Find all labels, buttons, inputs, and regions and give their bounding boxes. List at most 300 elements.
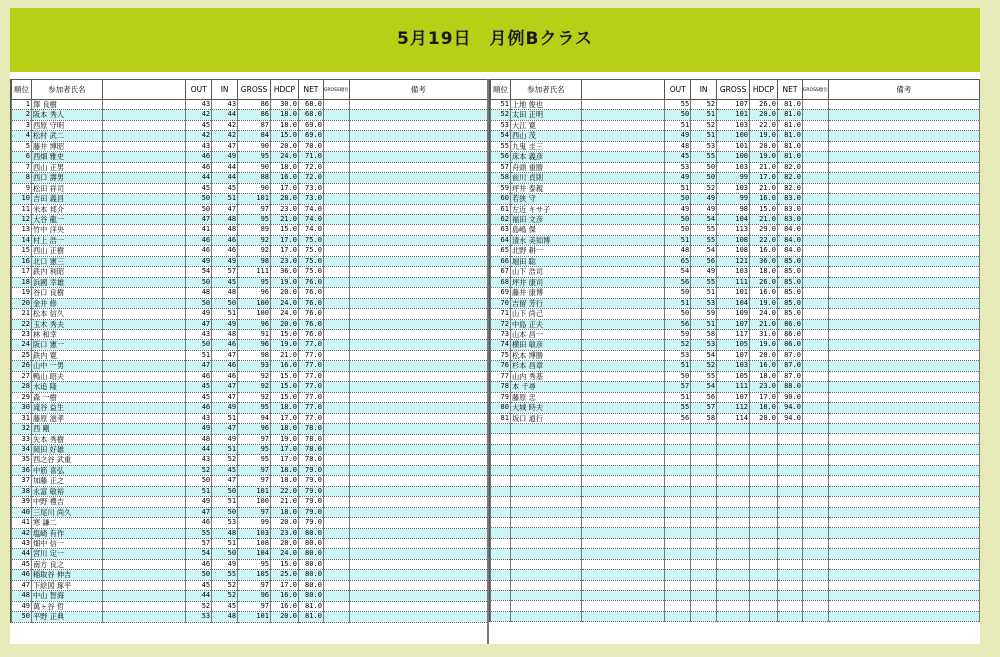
cell-note [828,549,979,559]
cell-note [828,319,979,329]
cell-net: 81.0 [298,601,323,611]
cell-gross [717,591,750,601]
table-row [12,486,488,496]
cell-gross [717,455,750,465]
cell-name: 寒 謙二 [31,518,102,528]
cell-in: 55 [691,225,717,235]
cell-name: 山下 浩司 [510,267,581,277]
cell-net [777,517,802,527]
cell-gross-rank [802,403,828,413]
cell-in: 56 [691,256,717,266]
cell-net: 79.0 [298,497,323,507]
cell-in: 53 [691,298,717,308]
cell-gross: 101 [238,486,271,496]
header-out: OUT [665,80,691,100]
cell-blank [581,601,664,611]
cell-gross-rank [323,382,349,392]
cell-gross-rank [323,361,349,371]
cell-hdcp: 23.0 [271,204,299,214]
cell-gross-rank [802,183,828,193]
cell-out: 41 [186,225,212,235]
cell-hdcp: 21.0 [750,183,778,193]
cell-out: 49 [186,256,212,266]
table-row [12,235,488,245]
table-row [12,580,488,590]
cell-out: 47 [186,214,212,224]
cell-out: 45 [186,183,212,193]
cell-gross-rank [323,612,349,622]
cell-in [691,424,717,434]
cell-gross: 90 [238,162,271,172]
table-row [12,329,488,339]
cell-in: 49 [212,319,238,329]
cell-out: 50 [665,214,691,224]
cell-blank [102,256,185,266]
header-gross-rank: GROSS順位 [802,80,828,100]
cell-name [510,559,581,569]
cell-gross [717,444,750,454]
cell-rank: 59 [491,183,511,193]
cell-note [349,424,487,434]
table-row [12,277,488,287]
cell-hdcp: 24.0 [271,309,299,319]
cell-note [349,507,487,517]
cell-gross-rank [323,497,349,507]
cell-gross-rank [802,298,828,308]
cell-gross: 95 [238,444,271,454]
cell-hdcp: 23.0 [271,256,299,266]
cell-note [828,152,979,162]
cell-blank [581,100,664,110]
cell-gross: 101 [717,110,750,120]
table-row [491,319,980,329]
cell-gross-rank [802,413,828,423]
cell-in: 46 [212,371,238,381]
cell-blank [102,528,185,538]
cell-net: 80.0 [298,570,323,580]
cell-in: 55 [212,570,238,580]
cell-name: 舟頭 重勝 [510,162,581,172]
cell-blank [102,403,185,413]
cell-in: 55 [691,152,717,162]
cell-blank [581,131,664,141]
cell-out: 46 [186,235,212,245]
cell-out: 52 [665,340,691,350]
cell-name: 村上 浩一 [31,235,102,245]
cell-name: 阪本 秀人 [31,110,102,120]
cell-rank: 32 [12,424,32,434]
cell-hdcp: 16.0 [750,246,778,256]
cell-name: 中野 禮吉 [31,497,102,507]
cell-net: 79.0 [298,465,323,475]
cell-out: 54 [665,267,691,277]
cell-in: 45 [212,277,238,287]
cell-name [510,424,581,434]
cell-rank: 76 [491,361,511,371]
cell-rank: 65 [491,246,511,256]
cell-note [828,517,979,527]
cell-out: 43 [186,413,212,423]
cell-note [828,611,979,621]
cell-rank: 4 [12,131,32,141]
cell-in: 51 [691,110,717,120]
cell-in: 55 [691,235,717,245]
cell-net: 77.0 [298,350,323,360]
header-name: 参加者氏名 [31,80,102,100]
title-banner [10,8,980,72]
cell-rank: 50 [12,612,32,622]
cell-in: 53 [212,518,238,528]
table-row [12,570,488,580]
cell-name: 浜國 幸雄 [31,277,102,287]
cell-hdcp: 17.0 [271,444,299,454]
cell-gross: 121 [717,256,750,266]
cell-in: 49 [212,256,238,266]
cell-hdcp [750,444,778,454]
cell-hdcp: 20.0 [271,319,299,329]
cell-hdcp: 18.0 [271,162,299,172]
cell-note [828,580,979,590]
cell-out: 43 [186,455,212,465]
cell-note [828,141,979,151]
cell-name: 左近 キサ子 [510,204,581,214]
cell-gross-rank [802,570,828,580]
cell-note [349,162,487,172]
cell-note [828,424,979,434]
cell-note [828,162,979,172]
cell-gross-rank [323,455,349,465]
cell-hdcp: 18.0 [271,120,299,130]
cell-blank [102,539,185,549]
cell-hdcp: 24.0 [271,298,299,308]
cell-name: 加藤 正之 [31,476,102,486]
cell-blank [581,340,664,350]
cell-blank [581,173,664,183]
cell-out: 46 [186,246,212,256]
cell-note [828,382,979,392]
cell-net: 81.0 [777,120,802,130]
cell-hdcp: 23.0 [271,528,299,538]
cell-rank: 53 [491,120,511,130]
cell-gross-rank [802,100,828,110]
cell-note [828,497,979,507]
cell-net: 76.0 [298,277,323,287]
cell-net [777,434,802,444]
cell-in: 59 [691,309,717,319]
cell-in: 51 [212,539,238,549]
cell-net: 79.0 [298,486,323,496]
cell-gross-rank [323,570,349,580]
cell-out: 47 [186,507,212,517]
cell-out: 50 [186,340,212,350]
cell-out: 46 [186,403,212,413]
cell-out: 44 [186,591,212,601]
cell-gross-rank [802,559,828,569]
cell-name: 北口 憲三 [31,256,102,266]
table-row [12,601,488,611]
cell-in: 47 [212,424,238,434]
cell-in [691,528,717,538]
cell-gross: 95 [238,214,271,224]
cell-hdcp [750,549,778,559]
table-row [491,141,980,151]
cell-rank: 6 [12,152,32,162]
cell-rank [491,465,511,475]
cell-in: 47 [212,476,238,486]
cell-name [510,549,581,559]
cell-gross-rank [802,319,828,329]
table-row [12,424,488,434]
cell-name [510,570,581,580]
cell-gross-rank [323,214,349,224]
cell-hdcp: 26.0 [750,277,778,287]
table-row [491,444,980,454]
cell-rank: 52 [491,110,511,120]
cell-note [828,507,979,517]
cell-out: 44 [186,444,212,454]
cell-rank: 80 [491,403,511,413]
cell-blank [102,319,185,329]
cell-out: 52 [186,601,212,611]
cell-note [349,214,487,224]
table-row [491,340,980,350]
cell-gross-rank [802,267,828,277]
cell-hdcp [750,611,778,621]
cell-in [691,444,717,454]
cell-rank: 45 [12,559,32,569]
cell-gross [717,601,750,611]
cell-hdcp: 17.0 [271,235,299,245]
cell-hdcp: 16.0 [271,601,299,611]
table-row [491,162,980,172]
cell-net: 90.0 [777,392,802,402]
cell-rank: 25 [12,350,32,360]
table-row [491,225,980,235]
cell-net: 81.0 [777,100,802,110]
table-row [12,225,488,235]
cell-net: 77.0 [298,413,323,423]
table-row [12,267,488,277]
cell-note [828,100,979,110]
cell-name: 西原 守明 [31,120,102,130]
cell-gross-rank [802,246,828,256]
cell-gross: 105 [717,371,750,381]
cell-gross: 87 [238,120,271,130]
cell-in: 52 [691,120,717,130]
cell-hdcp [750,570,778,580]
cell-name: 三尾川 尚久 [31,507,102,517]
cell-name: 西山 正男 [31,162,102,172]
cell-name: 藤井 博昭 [31,141,102,151]
cell-note [349,591,487,601]
cell-in: 49 [212,403,238,413]
table-row [491,528,980,538]
cell-out: 50 [186,194,212,204]
cell-blank [102,570,185,580]
cell-blank [581,476,664,486]
header-blank [581,80,664,100]
cell-name: 山本 昌一 [510,329,581,339]
cell-in: 57 [212,267,238,277]
header-gross-rank: GROSS順位 [323,80,349,100]
cell-name [510,476,581,486]
cell-name: 上地 俊也 [510,100,581,110]
cell-blank [581,382,664,392]
cell-in: 50 [212,549,238,559]
cell-note [828,298,979,308]
cell-net: 75.0 [298,246,323,256]
cell-blank [581,392,664,402]
cell-hdcp: 18.0 [750,371,778,381]
cell-net: 76.0 [298,288,323,298]
cell-hdcp: 21.0 [271,497,299,507]
table-row [12,539,488,549]
cell-out: 54 [186,549,212,559]
cell-net: 79.0 [298,476,323,486]
cell-note [828,267,979,277]
cell-name [510,486,581,496]
cell-net: 77.0 [298,361,323,371]
cell-hdcp: 15.0 [271,392,299,402]
cell-gross-rank [802,434,828,444]
cell-name: 大江 寛 [510,120,581,130]
cell-note [349,329,487,339]
cell-blank [102,371,185,381]
cell-out [665,570,691,580]
cell-hdcp: 15.0 [271,371,299,381]
cell-net [777,549,802,559]
table-row [491,256,980,266]
cell-blank [102,507,185,517]
cell-in: 54 [691,246,717,256]
cell-blank [102,214,185,224]
cell-blank [102,455,185,465]
cell-blank [581,120,664,130]
table-row [491,434,980,444]
cell-gross-rank [802,392,828,402]
cell-out [665,486,691,496]
cell-name: 林 和幸 [31,329,102,339]
cell-net: 86.0 [777,340,802,350]
cell-name [510,517,581,527]
cell-in: 51 [212,413,238,423]
cell-blank [102,288,185,298]
cell-gross: 99 [717,173,750,183]
cell-out: 48 [186,434,212,444]
cell-rank [491,559,511,569]
cell-in: 48 [212,288,238,298]
cell-gross: 105 [238,570,271,580]
cell-name [510,528,581,538]
cell-gross-rank [802,455,828,465]
cell-note [828,486,979,496]
cell-hdcp: 21.0 [271,350,299,360]
cell-gross-rank [323,256,349,266]
cell-rank: 17 [12,267,32,277]
cell-out [665,497,691,507]
cell-gross-rank [323,403,349,413]
cell-net: 80.0 [298,559,323,569]
cell-hdcp: 20.0 [271,518,299,528]
cell-hdcp: 36.0 [750,256,778,266]
cell-name: 西山 茂 [510,131,581,141]
cell-name: 塩崎 有作 [31,528,102,538]
cell-gross-rank [323,340,349,350]
cell-out: 47 [186,319,212,329]
cell-net: 74.0 [298,204,323,214]
cell-out: 44 [186,173,212,183]
table-row [491,424,980,434]
cell-hdcp: 26.0 [750,100,778,110]
cell-net: 87.0 [777,371,802,381]
cell-gross-rank [802,611,828,621]
cell-gross-rank [323,539,349,549]
cell-rank [491,424,511,434]
cell-rank: 37 [12,476,32,486]
table-row [12,591,488,601]
cell-rank [491,538,511,548]
cell-note [349,570,487,580]
cell-out: 45 [186,120,212,130]
cell-name: 米本 邦介 [31,204,102,214]
header-note: 備考 [349,80,487,100]
cell-net: 80.0 [298,591,323,601]
cell-rank: 62 [491,214,511,224]
cell-blank [102,476,185,486]
cell-rank: 44 [12,549,32,559]
cell-gross-rank [323,392,349,402]
cell-hdcp [750,497,778,507]
cell-note [349,235,487,245]
cell-out: 55 [186,528,212,538]
cell-gross: 105 [717,340,750,350]
cell-hdcp [750,455,778,465]
cell-note [349,612,487,622]
cell-out [665,444,691,454]
cell-net: 73.0 [298,183,323,193]
cell-name: 若狭 守 [510,194,581,204]
cell-in: 50 [212,486,238,496]
cell-note [349,361,487,371]
cell-in [691,559,717,569]
cell-gross-rank [802,371,828,381]
cell-note [828,194,979,204]
cell-note [828,570,979,580]
cell-gross-rank [802,329,828,339]
cell-gross: 107 [717,350,750,360]
cell-gross: 92 [238,382,271,392]
cell-out: 48 [665,246,691,256]
cell-out: 51 [186,486,212,496]
cell-rank: 40 [12,507,32,517]
cell-name: 本 千尋 [510,382,581,392]
cell-gross: 90 [238,141,271,151]
cell-in: 49 [691,194,717,204]
cell-name: 萬ヶ谷 哲 [31,601,102,611]
cell-net: 74.0 [298,214,323,224]
cell-gross-rank [323,424,349,434]
cell-hdcp: 24.0 [271,152,299,162]
cell-note [828,277,979,287]
cell-out: 53 [186,612,212,622]
cell-rank: 39 [12,497,32,507]
cell-blank [581,288,664,298]
cell-rank: 43 [12,539,32,549]
cell-net: 82.0 [777,183,802,193]
cell-note [828,288,979,298]
cell-name: 大城 時夫 [510,403,581,413]
cell-net [777,538,802,548]
